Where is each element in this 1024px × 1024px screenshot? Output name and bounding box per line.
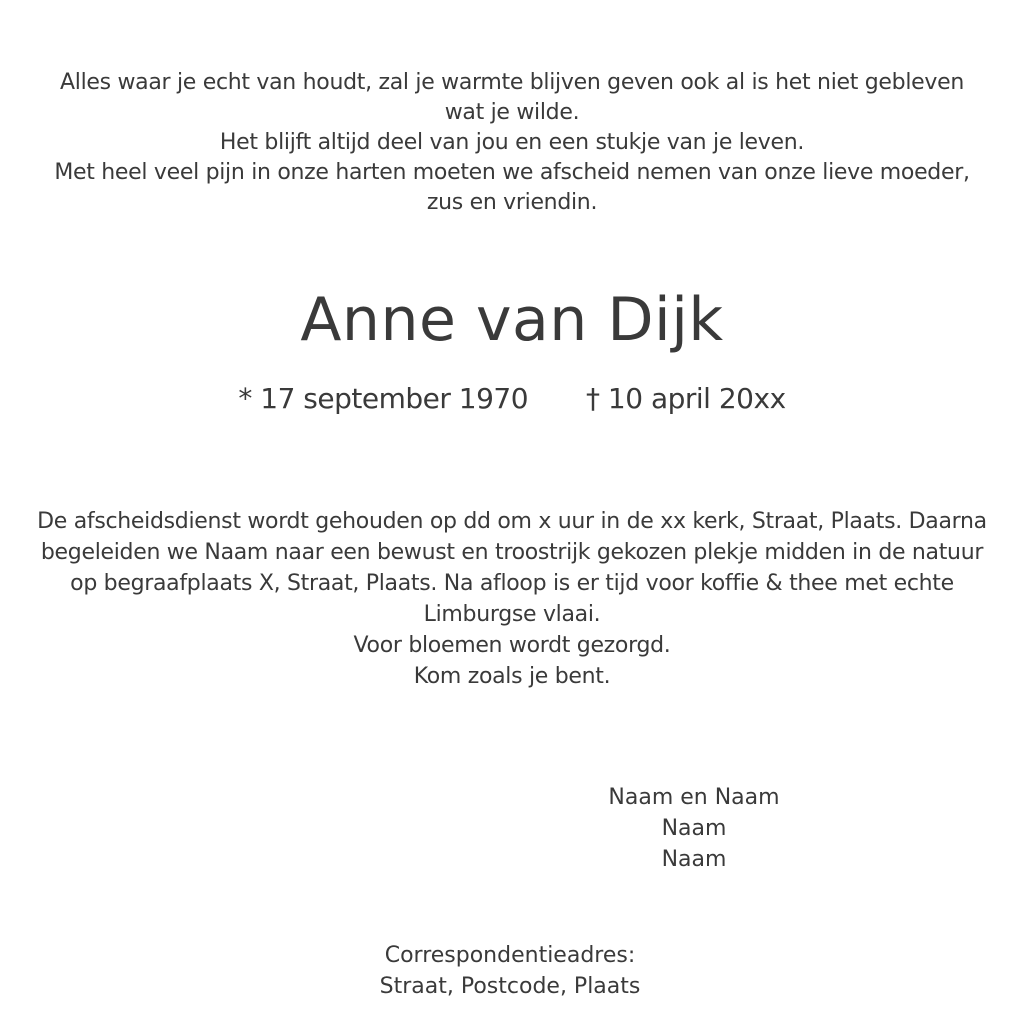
death-date: † 10 april 20xx (586, 382, 786, 415)
poem-line: zus en vriendin. (426, 190, 598, 215)
poem-line: Alles waar je echt van houdt, zal je warmte blijven geven ook al is het niet gebleven (60, 70, 964, 95)
service-line: De afscheidsdienst wordt gehouden op dd om x uur in de xx kerk, Straat, Plaats. Daarna (37, 509, 987, 534)
poem-line: Met heel veel pijn in onze harten moeten we afscheid nemen van onze lieve moeder, (54, 160, 970, 185)
address-value: Straat, Postcode, Plaats (379, 974, 641, 999)
service-line: begeleiden we Naam naar een bewust en troostrijk gekozen plekje midden in de natuur (40, 540, 984, 565)
address-label: Correspondentieadres: (384, 943, 636, 968)
birth-date: * 17 september 1970 (238, 382, 529, 415)
service-line: Kom zoals je bent. (413, 664, 611, 689)
opening-poem (0, 68, 1024, 218)
deceased-name: Anne van Dijk (300, 285, 724, 355)
service-line: op begraafplaats X, Straat, Plaats. Na afloop is er tijd voor koffie & thee met echte (70, 571, 954, 596)
life-dates (0, 380, 1024, 418)
service-line: Voor bloemen wordt gezorgd. (353, 633, 671, 658)
poem-line: wat je wilde. (444, 100, 580, 125)
service-line: Limburgse vlaai. (423, 602, 601, 627)
service-details (0, 506, 1024, 692)
signer-line: Naam (661, 847, 727, 872)
correspondence-address (360, 940, 660, 1002)
signer-line: Naam en Naam (608, 785, 780, 810)
poem-line: Het blijft altijd deel van jou en een stukje van je leven. (219, 130, 805, 155)
signer-line: Naam (661, 816, 727, 841)
signers (602, 782, 786, 875)
